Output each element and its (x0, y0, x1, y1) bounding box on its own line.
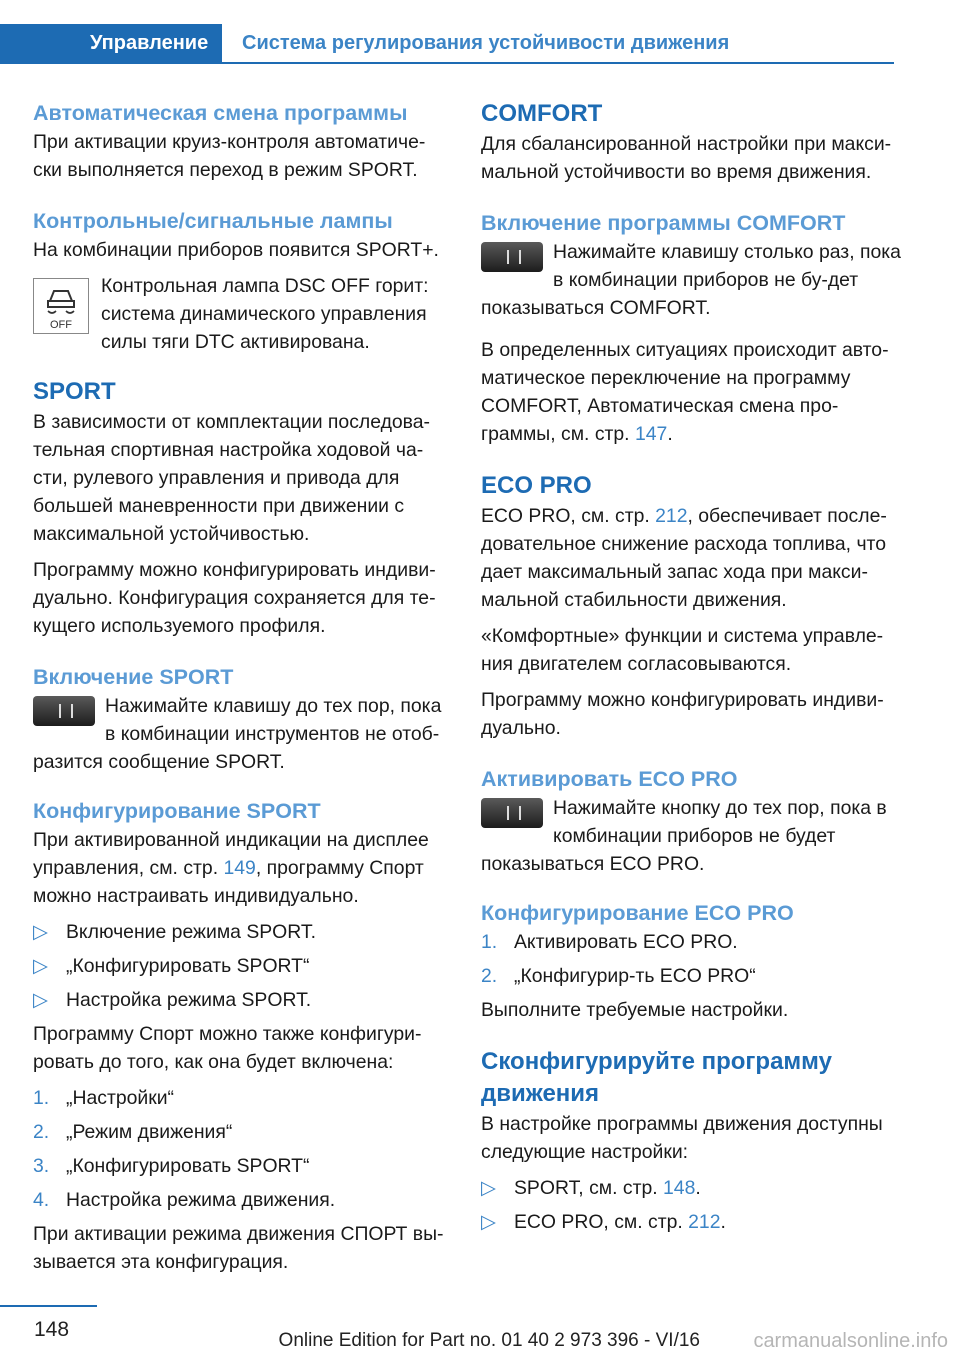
sport-on-text: Нажимайте клавишу до тех пор, пока в комбинации инструментов не отоб-разится сообщение SPORT. (33, 695, 442, 773)
page-link-148[interactable]: 148 (663, 1177, 696, 1199)
list-item: 1. „Настройки“ (33, 1087, 174, 1109)
triangle-bullet-icon: ▷ (481, 1177, 496, 1199)
chapter-tab[interactable] (222, 24, 894, 64)
comfort-heading: COMFORT (481, 100, 603, 127)
dsc-text: Контрольная лампа DSC OFF горит: система динамического управления силы тяги DTC активирована. (101, 275, 429, 353)
eco-text-2: «Комфортные» функции и система управле-ния двигателем согласовываются. (481, 625, 884, 675)
footer-rule (0, 1305, 97, 1307)
sport-config-text-2: Программу Спорт можно также конфигури-ровать до того, как она будет включена: (33, 1023, 422, 1073)
list-item: 3. „Конфигурировать SPORT“ (33, 1155, 310, 1177)
list-item: ▷ SPORT, см. стр. 148. (481, 1174, 901, 1202)
sport-config-text-3: При активации режима движения СПОРТ вы-зывается эта конфигурация. (33, 1223, 444, 1273)
dsc-paragraph (33, 272, 451, 356)
sport-on-paragraph (33, 692, 451, 776)
sport-config-heading: Конфигурирование SPORT (33, 799, 321, 823)
page-link-212[interactable]: 212 (688, 1211, 721, 1233)
comfort-on-text: Нажимайте клавишу столько раз, пока в комбинации приборов не бу-дет показываться COMFORT. (481, 241, 901, 319)
driving-mode-switch-icon (33, 696, 95, 726)
list-item: 4. Настройка режима движения. (33, 1189, 336, 1211)
eco-on-paragraph (481, 794, 901, 878)
triangle-bullet-icon: ▷ (33, 989, 48, 1011)
page-number: 148 (34, 1318, 70, 1341)
page-link-149[interactable]: 149 (223, 857, 256, 879)
sport-config-text: При активированной индикации на дисплее управления, см. стр. 149, программу Спорт можно настраивать индивидуально. (33, 829, 429, 907)
comfort-text: Для сбалансированной настройки при макси-мальной устойчивости во время движения. (481, 133, 892, 183)
section-tab[interactable] (0, 24, 222, 64)
eco-config-text: Выполните требуемые настройки. (481, 999, 789, 1021)
eco-on-text: Нажимайте кнопку до тех пор, пока в комбинации приборов не будет показываться ECO PRO. (481, 797, 887, 875)
dsc-off-icon-label: OFF (50, 319, 72, 331)
watermark: carmanualsonline.info (753, 1330, 948, 1352)
dsc-off-icon (33, 278, 89, 334)
page-link-212[interactable]: 212 (655, 505, 688, 527)
list-item: ▷ Включение режима SPORT. (33, 918, 451, 946)
eco-text: ECO PRO, см. стр. 212, обеспечивает после-довательное снижение расхода топлива, что дает максимальный запас хода при макси-мальной стабильности движения. (481, 505, 887, 611)
comfort-text-2: В определенных ситуациях происходит авто-матическое переключение на программу COMFORT, Автоматическая смена про-граммы, см. стр. 147. (481, 339, 889, 445)
sport-config-steps (33, 1084, 451, 1214)
lamps-heading: Контрольные/сигнальные лампы (33, 209, 393, 233)
triangle-bullet-icon: ▷ (481, 1211, 496, 1233)
right-column (481, 98, 901, 1242)
comfort-on-heading: Включение программы COMFORT (481, 211, 846, 235)
left-column (33, 98, 451, 1276)
drive-program-heading: Сконфигурируйте программу движения (481, 1048, 832, 1107)
sport-config-bullets (33, 918, 451, 1014)
triangle-bullet-icon: ▷ (33, 955, 48, 977)
driving-mode-switch-icon (481, 242, 543, 272)
drive-program-text: В настройке программы движения доступны следующие настройки: (481, 1113, 883, 1163)
eco-heading: ECO PRO (481, 472, 592, 499)
auto-switch-heading: Автоматическая смена программы (33, 101, 408, 125)
comfort-on-paragraph (481, 238, 901, 322)
sport-text-2: Программу можно конфигурировать индиви-дуально. Конфигурация сохраняется для те-кущего используемого профиля. (33, 559, 436, 637)
sport-heading: SPORT (33, 378, 116, 405)
list-item: ▷ Настройка режима SPORT. (33, 986, 451, 1014)
section-tab-label: Управление (90, 32, 209, 54)
page-header (0, 0, 960, 64)
edition-info: Online Edition for Part no. 01 40 2 973 396 - VI/16 (278, 1330, 700, 1351)
drive-program-list (481, 1174, 901, 1236)
auto-switch-text: При активации круиз-контроля автоматиче-ски выполняется переход в режим SPORT. (33, 131, 426, 181)
eco-text-3: Программу можно конфигурировать индиви-дуально. (481, 689, 884, 739)
list-item: 1. Активировать ECO PRO. (481, 931, 738, 953)
driving-mode-switch-icon (481, 798, 543, 828)
list-item: ▷ „Конфигурировать SPORT“ (33, 952, 451, 980)
list-item: 2. „Конфигурир-ть ECO PRO“ (481, 965, 756, 987)
sport-text: В зависимости от комплектации последова-тельная спортивная настройка ходовой ча-сти, рулевого управления и привода для большей маневренности при движении с максимальной устойчивостью. (33, 411, 430, 545)
list-item: ▷ ECO PRO, см. стр. 212. (481, 1208, 901, 1236)
sport-on-heading: Включение SPORT (33, 665, 234, 689)
eco-config-heading: Конфигурирование ECO PRO (481, 901, 794, 925)
triangle-bullet-icon: ▷ (33, 921, 48, 943)
chapter-tab-label: Система регулирования устойчивости движения (242, 32, 730, 54)
lamps-text: На комбинации приборов появится SPORT+. (33, 239, 439, 261)
page-link-147[interactable]: 147 (634, 423, 668, 445)
eco-on-heading: Активировать ECO PRO (481, 767, 738, 791)
list-item: 2. „Режим движения“ (33, 1121, 233, 1143)
eco-config-steps (481, 928, 901, 990)
